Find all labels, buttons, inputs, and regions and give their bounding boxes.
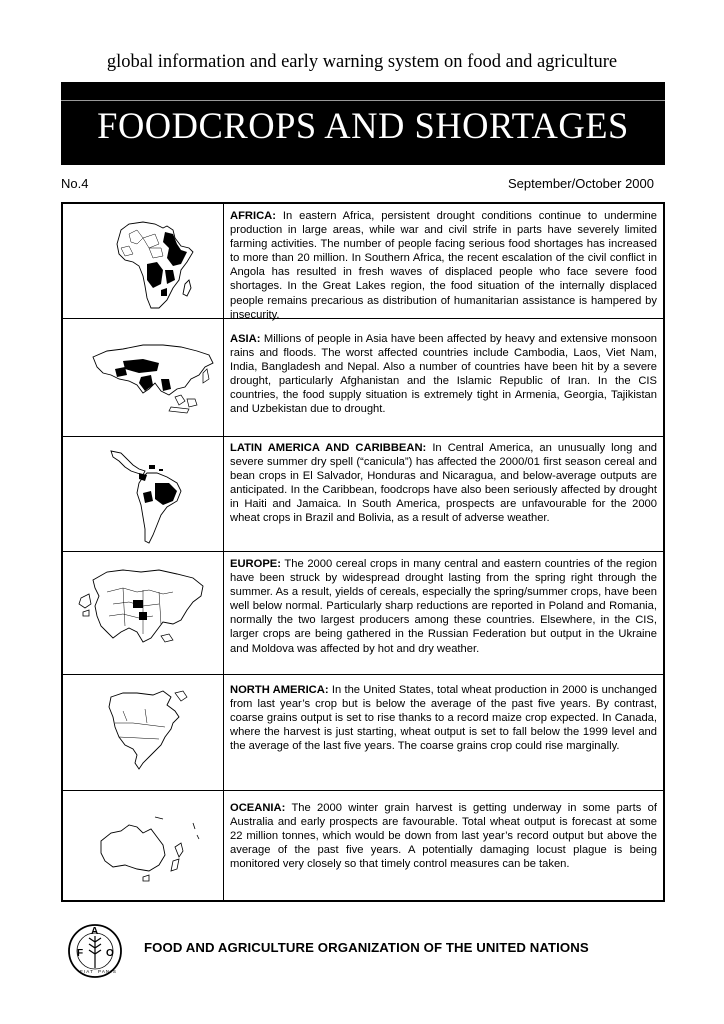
- svg-text:O: O: [106, 948, 114, 959]
- region-heading: LATIN AMERICA AND CARIBBEAN:: [230, 442, 427, 454]
- page-title: FOODCROPS AND SHORTAGES: [97, 105, 629, 146]
- region-text-north-america: [230, 683, 657, 753]
- north-america-map-icon: [63, 683, 223, 783]
- region-body: Millions of people in Asia have been affected by heavy and extensive monsoon rains and floods. The worst affected countries include Cambodia, Laos, Viet Nam, India, Bangladesh and Nepal. Also a number of countries have been hit by a severe drought, particularly Afghanistan and the Islamic Republic of Iran. In the CIS countries, the food supply situation is extremely tight in Armenia, Georgia, Tajikistan and Uzbekistan due to drought.: [230, 333, 658, 416]
- region-row-europe: [63, 552, 663, 674]
- europe-map-icon: [63, 562, 223, 666]
- region-row-oceania: [63, 791, 663, 901]
- region-heading: EUROPE:: [230, 558, 281, 570]
- region-body: The 2000 cereal crops in many central and eastern countries of the region have been struck by widespread drought lasting from the spring right through the summer. As a result, yields of cereals, especially the spring/summer crops, have been well below normal. Particularly sharp reductions are reported in Poland and Romania, normally the two largest producers among these countries. Elsewhere, in the CIS, larger crops are being gathered in the Russian Federation but output in the Ukraine and Moldova was affected by hot and dry weather.: [230, 558, 658, 655]
- region-text-asia: [230, 332, 657, 417]
- svg-text:P A N I S: P A N I S: [98, 969, 116, 974]
- banner-divider: [61, 100, 665, 101]
- region-heading: ASIA:: [230, 333, 261, 345]
- fao-logo-icon: [66, 922, 124, 980]
- region-row-asia: [63, 319, 663, 436]
- svg-text:F: F: [77, 948, 84, 959]
- region-body: In eastern Africa, persistent drought conditions continue to undermine production in large areas, while war and civil strife in parts have severely limited farming activities. The number of people facing serious food shortages has increased to more than 20 million. In Southern Africa, the recent escalation of the civil conflict in Angola has resulted in fresh waves of displaced people who face severe food shortages. In the Great Lakes region, the food situation of the internally displaced people remains precarious as distribution of humanitarian assistance is hampered by insecurity.: [230, 210, 657, 321]
- supertitle: global information and early warning system on food and agriculture: [106, 52, 618, 72]
- africa-map-icon: [63, 208, 223, 314]
- region-body: In the United States, total wheat production in 2000 is unchanged from last year’s crop but is below the average of the past five years. By contrast, coarse grains output is set to rise thanks to a record maize crop expected. In Canada, where the harvest is just starting, wheat output is set to fall below the 1999 level and the average of the last five years. The coarse grains crop could rise marginally.: [230, 684, 657, 753]
- region-heading: AFRICA:: [230, 210, 276, 222]
- region-heading: OCEANIA:: [230, 802, 286, 814]
- oceania-map-icon: [63, 807, 223, 893]
- region-row-africa: [63, 204, 663, 321]
- region-row-north-america: [63, 675, 663, 790]
- region-body: In Central America, an unusually long and severe summer dry spell (“canicula”) has affected the 2000/01 first season cereal and bean crops in El Salvador, Honduras and Nicaragua, and below-average outputs are anticipated. In the Caribbean, foodcrops have also been seriously affected by drought in Haiti and Jamaica. In South America, prospects are unfavourable for the 2000 wheat crops in Brazil and Bolivia, as a result of adverse weather.: [230, 442, 658, 525]
- title-banner: [61, 82, 665, 165]
- issue-date: September/October 2000: [508, 176, 654, 191]
- issue-number: No.4: [61, 176, 89, 191]
- region-body: The 2000 winter grain harvest is getting underway in some parts of Australia and early prospects are favourable. Total wheat output is forecast at some 22 million tonnes, which would be down from last year’s record output but above the average of the past five years. A potentially damaging locust plague is being monitored very closely so that timely control measures can be taken.: [230, 802, 657, 871]
- svg-text:F I A T: F I A T: [80, 969, 93, 974]
- latin-america-map-icon: [63, 443, 223, 547]
- region-text-oceania: [230, 801, 657, 871]
- region-heading: NORTH AMERICA:: [230, 684, 329, 696]
- organization-name: FOOD AND AGRICULTURE ORGANIZATION OF THE UNITED NATIONS: [144, 940, 589, 955]
- region-text-latin-america: [230, 441, 657, 526]
- region-row-latin-america: [63, 437, 663, 551]
- region-text-europe: [230, 557, 657, 656]
- region-text-africa: [230, 209, 657, 322]
- asia-map-icon: [63, 333, 223, 421]
- svg-text:A: A: [91, 926, 99, 937]
